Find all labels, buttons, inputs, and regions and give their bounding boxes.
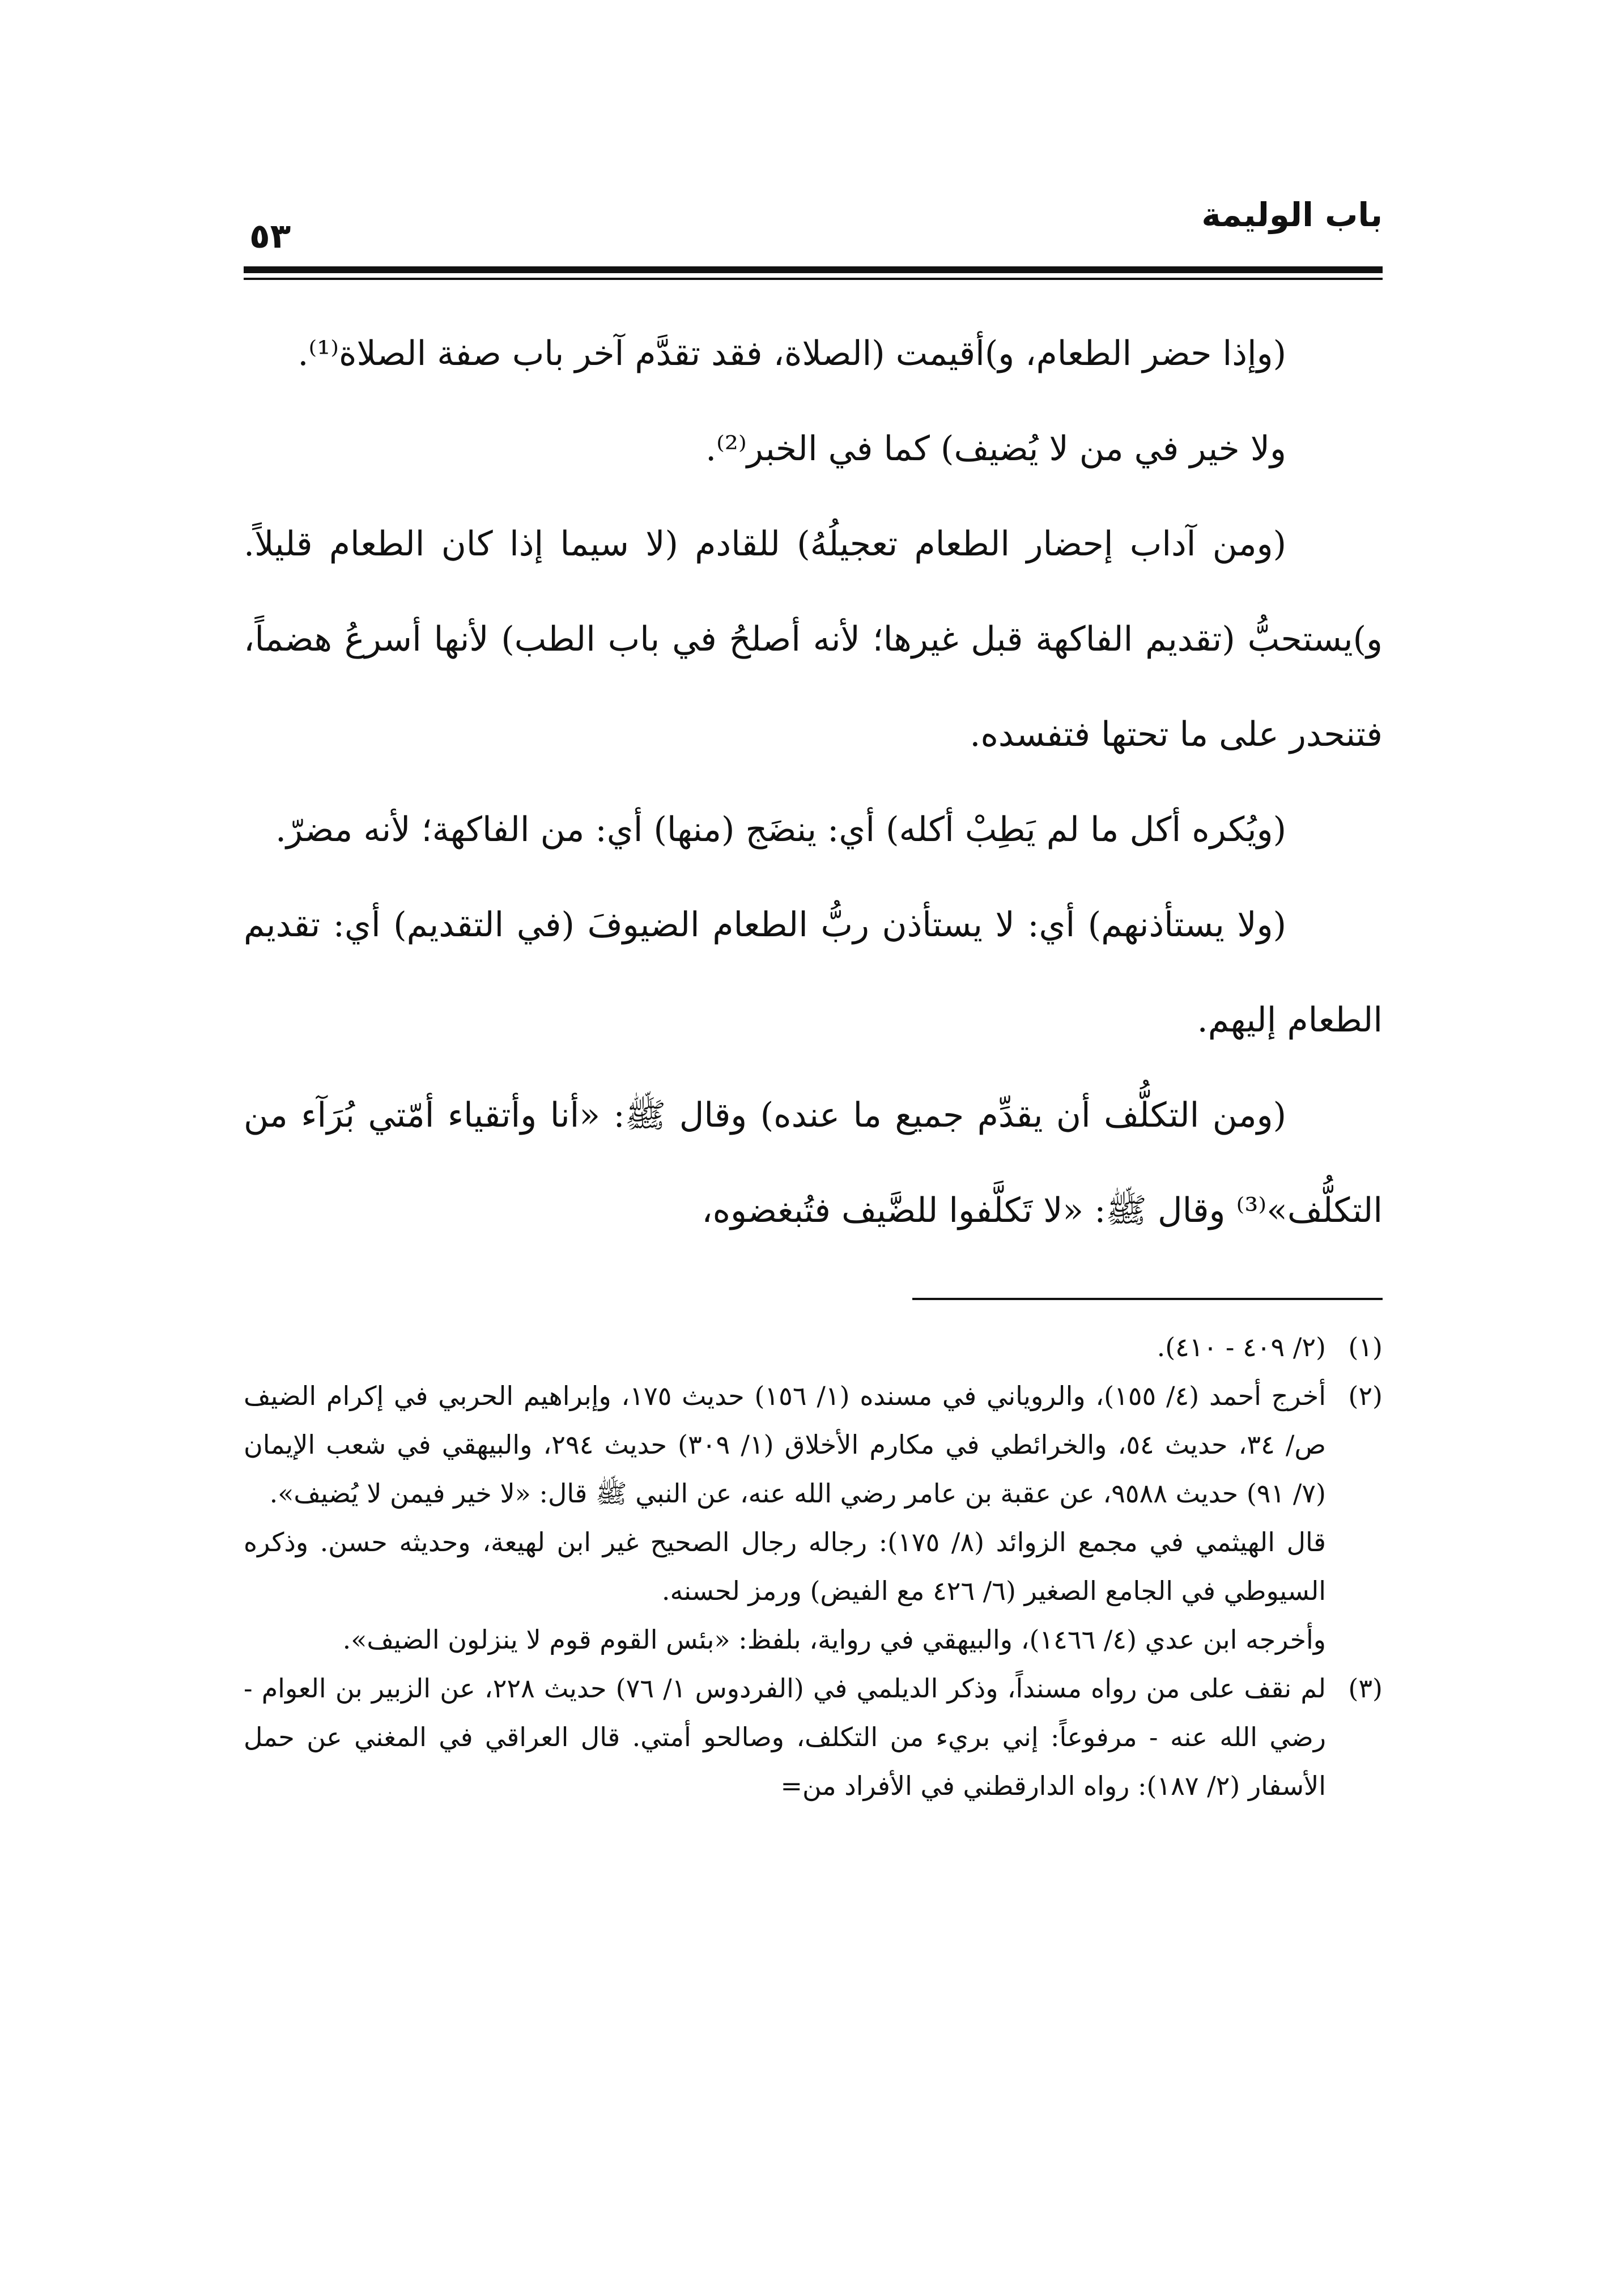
page-number: ٥٣ <box>249 216 291 256</box>
footnote-2 <box>244 1371 1383 1664</box>
footnote-text: وأخرجه ابن عدي (٤/ ١٤٦٦)، والبيهقي في رواية، بلفظ: «بئس القوم قوم لا ينزلون الضيف». <box>342 1624 1326 1655</box>
footnote-text: (٢/ ٤٠٩ - ٤١٠). <box>1157 1332 1326 1362</box>
header-rule-thin <box>244 278 1383 280</box>
footnote-number: (١) <box>1348 1332 1383 1362</box>
body-paragraph: (ويُكره أكل ما لم يَطِبْ أكله) أي: ينضَج (منها) أي: من الفاكهة؛ لأنه مضرّ. <box>275 810 1286 850</box>
footnote-separator <box>912 1298 1383 1300</box>
header-rule-thick <box>244 266 1383 273</box>
footnote-text: لم نقف على من رواه مسنداً، وذكر الديلمي في (الفردوس ١/ ٧٦) حديث ٢٢٨، عن الزبير بن العوام - رضي الله عنه - مرفوعاً: إني بريء من التكلف، وصالحو أمتي. قال العراقي في المغني عن حمل الأسفار (٢/ ١٨٧): رواه الدارقطني في الأفراد من= <box>244 1673 1327 1801</box>
footnote-text: قال الهيثمي في مجمع الزوائد (٨/ ١٧٥): رجاله رجال الصحيح غير ابن لهيعة، وحديثه حسن. وذكره السيوطي في الجامع الصغير (٦/ ٤٢٦ مع الفيض) ورمز لحسنه. <box>244 1527 1326 1606</box>
body-paragraph: (وإذا حضر الطعام، و)أقيمت (الصلاة، فقد تقدَّم آخر باب صفة الصلاة⁽¹⁾. <box>297 334 1286 373</box>
footnote-number: (٣) <box>1348 1673 1383 1704</box>
main-text <box>244 306 1383 1258</box>
footnote-3 <box>244 1664 1383 1810</box>
body-paragraph: (ولا يستأذنهم) أي: لا يستأذن ربُّ الطعام الضيوفَ (في التقديم) أي: تقديم الطعام إليهم. <box>244 905 1383 1040</box>
chapter-title: باب الوليمة <box>1201 196 1383 234</box>
book-page <box>244 187 1383 2171</box>
footnote-1 <box>244 1323 1383 1371</box>
running-header <box>244 187 1383 272</box>
body-paragraph: ولا خير في من لا يُضيف) كما في الخبر⁽²⁾. <box>705 429 1286 469</box>
body-paragraph: (ومن آداب إحضار الطعام تعجيلُهُ) للقادم (لا سيما إذا كان الطعام قليلاً. و)يستحبُّ (تقديم الفاكهة قبل غيرها؛ لأنه أصلحُ في باب الطب) لأنها أسرعُ هضماً، فتنحدر على ما تحتها فتفسده. <box>244 524 1383 754</box>
footnote-text: أخرج أحمد (٤/ ١٥٥)، والروياني في مسنده (١/ ١٥٦) حديث ١٧٥، وإبراهيم الحربي في إكرام الضيف ص/ ٣٤، حديث ٥٤، والخرائطي في مكارم الأخلاق (١/ ٣٠٩) حديث ٢٩٤، والبيهقي في شعب الإيمان (٧/ ٩١) حديث ٩٥٨٨، عن عقبة بن عامر رضي الله عنه، عن النبي ﷺ قال: «لا خير فيمن لا يُضيف». <box>244 1381 1327 1509</box>
footnote-number: (٢) <box>1348 1381 1383 1411</box>
footnotes <box>244 1323 1383 1810</box>
body-paragraph: (ومن التكلُّف أن يقدِّم جميع ما عنده) وقال ﷺ: «أنا وأتقياء أمّتي بُرَآء من التكلُّف»⁽³⁾ وقال ﷺ: «لا تَكلَّفوا للضَّيف فتُبغضوه، <box>244 1095 1383 1230</box>
